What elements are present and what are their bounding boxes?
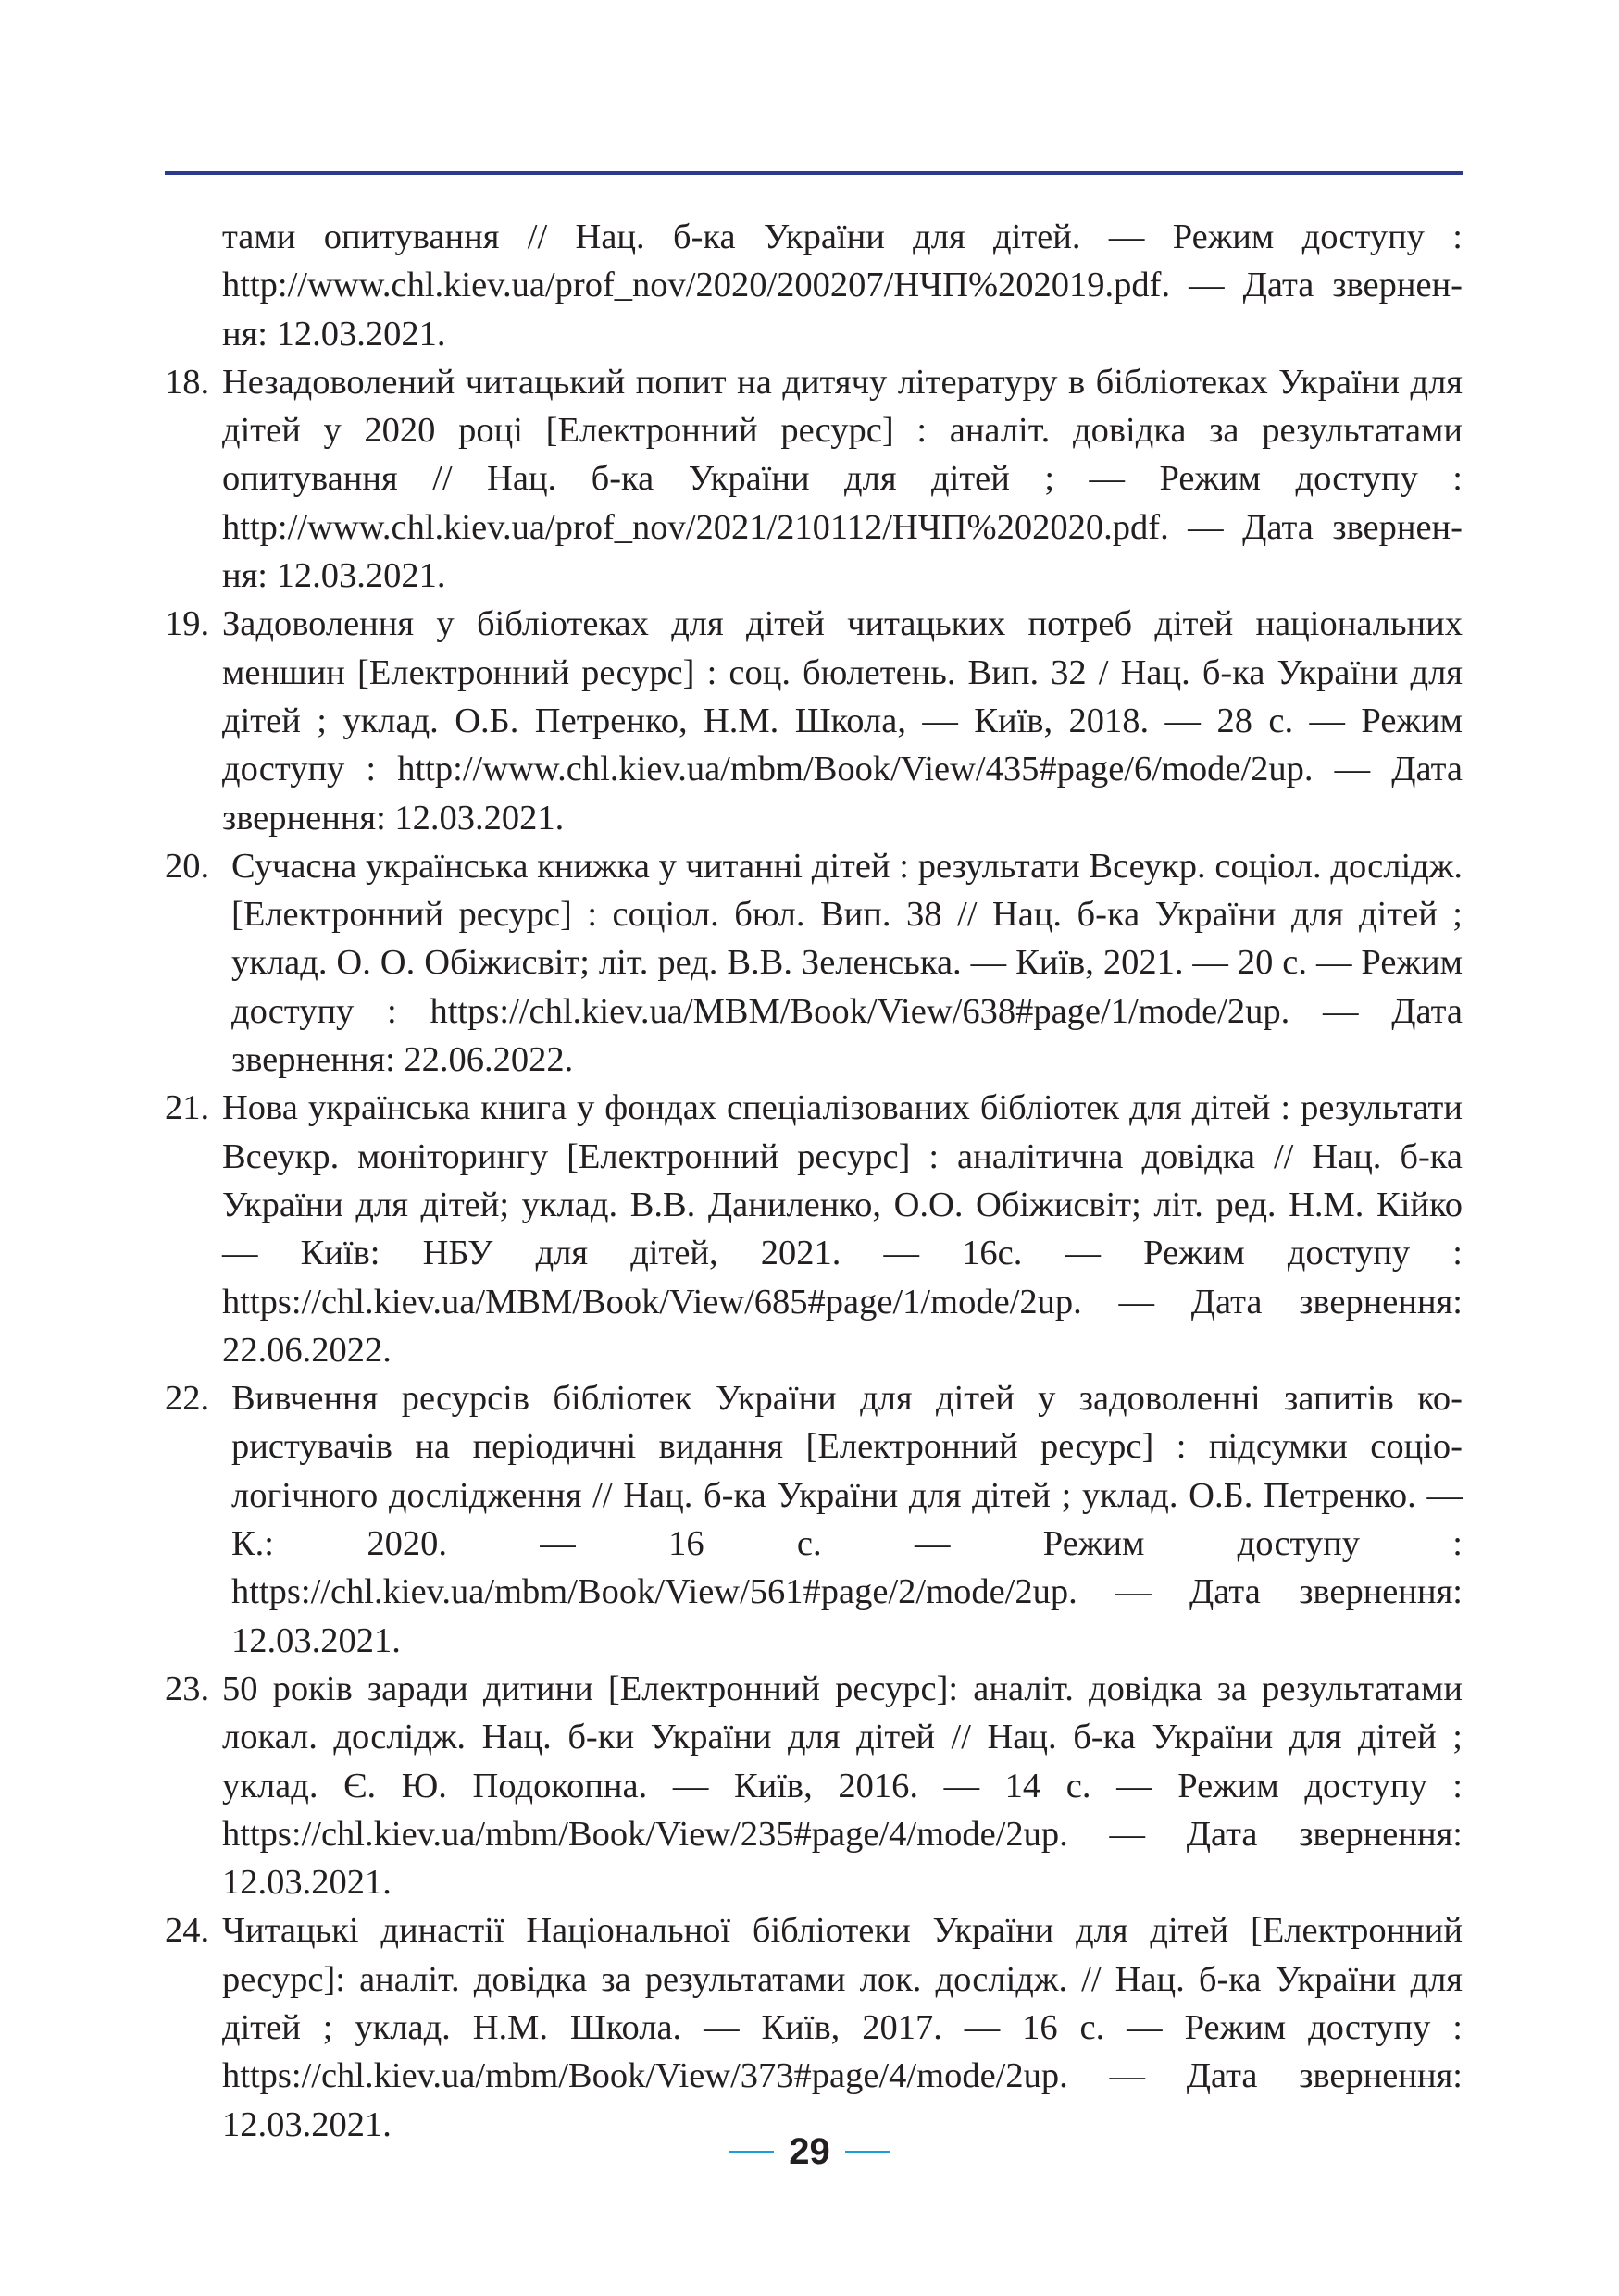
continued-reference-entry (165, 213, 1463, 358)
reference-text: Нова українська книга у фондах спеціалізованих бібліотек для дітей : результати Всеукр. моніторингу [Електронний ресурс] : аналітична довідка // Нац. б-ка України для дітей; уклад. В.В. Даниленко, О.О. Обіжисвіт; літ. ред. Н.М. Кійко — Київ: НБУ для дітей, 2021. — 16с. — Режим доступу : https://chl.kiev.ua/MBM/Book/View/685#page/1/mode/2up. — Дата звернення: 22.06.2022. (222, 1088, 1463, 1370)
footer-right-line (845, 2151, 890, 2153)
reference-number: 22. (165, 1379, 210, 1419)
footer-left-line (729, 2151, 774, 2153)
reference-entry-20 (165, 842, 1463, 1084)
reference-entry-19 (165, 600, 1463, 841)
reference-text: Незадоволений читацький попит на дитячу літературу в бібліотеках України для дітей у 2020 році [Електронний ресурс] : аналіт. довідка за результатами опитування // Нац. б-ка України для дітей ; — Режим доступу : http://www.chl.kiev.ua/prof_nov/2021/210112/НЧП%202020.pdf. — Дата звернення: 12.03.2021. (222, 362, 1463, 596)
reference-number: 18. (165, 362, 210, 402)
reference-text: Вивчення ресурсів бібліотек України для дітей у задоволенні запитів користувачів на періодичні видання [Електронний ресурс] : підсумки соціологічного дослідження // Нац. б-ка України для дітей ; уклад. О.Б. Петренко. — К.: 2020. — 16 с. — Режим доступу : https://chl.kiev.ua/mbm/Book/View/561#page/2/mode/2up. — Дата звернення: 12.03.2021. (231, 1379, 1463, 1660)
reference-entry-24 (165, 1906, 1463, 2148)
reference-number: 20. (165, 846, 210, 886)
reference-entry-21 (165, 1084, 1463, 1374)
reference-text: Задоволення у бібліотеках для дітей читацьких потреб дітей національних меншин [Електронний ресурс] : соц. бюлетень. Вип. 32 / Нац. б-ка України для дітей ; уклад. О.Б. Петренко, Н.М. Школа, — Київ, 2018. — 28 с. — Режим доступу : http://www.chl.kiev.ua/mbm/Book/View/435#page/6/mode/2up. — Дата звернення: 12.03.2021. (222, 604, 1463, 838)
reference-text: тами опитування // Нац. б-ка України для дітей. — Режим доступу : http://www.chl.kiev.ua/prof_nov/2020/200207/НЧП%202019.pdf. — Дата звернення: 12.03.2021. (222, 217, 1463, 354)
reference-text: Читацькі династії Національної бібліотеки України для дітей [Електронний ресурс]: аналіт. довідка за результатами лок. дослідж. // Нац. б-ка України для дітей ; уклад. Н.М. Школа. — Київ, 2017. — 16 с. — Режим доступу : https://chl.kiev.ua/mbm/Book/View/373#page/4/mode/2up. — Дата звернення: 12.03.2021. (222, 1911, 1463, 2144)
reference-text: Сучасна українська книжка у читанні дітей : результати Всеукр. соціол. дослідж. [Електронний ресурс] : соціол. бюл. Вип. 38 // Нац. б-ка України для дітей ; уклад. О. О. Обіжисвіт; літ. ред. В.В. Зеленська. — Київ, 2021. — 20 с. — Режим доступу : https://chl.kiev.ua/MBM/Book/View/638#page/1/mode/2up. — Дата звернення: 22.06.2022. (231, 846, 1463, 1080)
reference-number: 23. (165, 1669, 210, 1708)
reference-entry-18 (165, 358, 1463, 600)
page-number: 29 (789, 2130, 830, 2172)
reference-number: 19. (165, 604, 210, 644)
reference-number: 24. (165, 1911, 210, 1951)
page-footer (0, 2128, 1619, 2175)
reference-entry-22 (165, 1374, 1463, 1665)
reference-entry-23 (165, 1665, 1463, 1906)
reference-list (165, 213, 1463, 2149)
reference-text: 50 років заради дитини [Електронний ресурс]: аналіт. довідка за результатами локал. дослідж. Нац. б-ки України для дітей // Нац. б-ка України для дітей ; уклад. Є. Ю. Подокопна. — Київ, 2016. — 14 с. — Режим доступу : https://chl.kiev.ua/mbm/Book/View/235#page/4/mode/2up. — Дата звернення: 12.03.2021. (222, 1669, 1463, 1903)
header-rule (165, 171, 1463, 175)
reference-number: 21. (165, 1088, 210, 1128)
